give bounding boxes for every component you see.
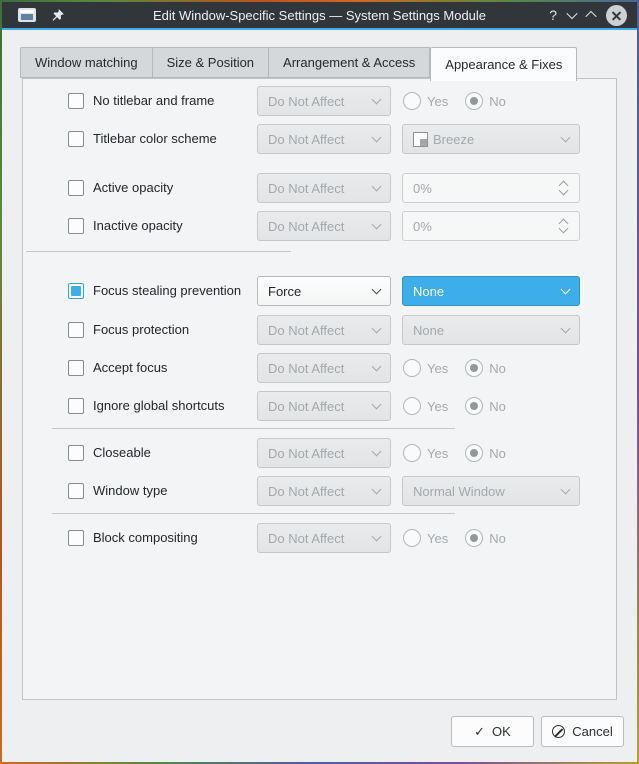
- radio-no-label: No: [489, 360, 506, 376]
- policy-dropdown[interactable]: [257, 523, 391, 553]
- spinbox-buttons[interactable]: [560, 182, 567, 194]
- pin-icon[interactable]: [50, 8, 65, 23]
- spinbox-buttons[interactable]: [560, 220, 567, 232]
- radio-yes-label: Yes: [427, 398, 449, 414]
- yes-no-group: [403, 523, 523, 553]
- checkbox-accept-focus[interactable]: [68, 360, 84, 376]
- chevron-down-icon: [372, 362, 382, 372]
- rule-row-inactive-opacity: [23, 211, 616, 241]
- policy-dropdown[interactable]: [257, 353, 391, 383]
- radio-no-label: No: [489, 398, 506, 414]
- policy-value: Force: [268, 283, 302, 299]
- chevron-down-icon: [561, 133, 571, 143]
- radio-no[interactable]: [465, 359, 483, 377]
- window-type-dropdown[interactable]: [402, 476, 580, 506]
- window-title: Edit Window-Specific Settings — System Settings Module: [152, 7, 487, 23]
- policy-value: Do Not Affect: [268, 445, 345, 461]
- rule-row-window-type: [23, 476, 616, 506]
- policy-value: Do Not Affect: [268, 322, 345, 338]
- tab-label: Appearance & Fixes: [445, 57, 563, 72]
- policy-dropdown[interactable]: [257, 391, 391, 421]
- rule-row-no-titlebar-and-frame: [23, 86, 616, 116]
- tab-label: Size & Position: [166, 55, 255, 70]
- checkbox-no-titlebar-and-frame[interactable]: [68, 93, 84, 109]
- tab-window-matching[interactable]: [20, 47, 153, 78]
- shade-up-icon[interactable]: [585, 11, 596, 22]
- row-label: Titlebar color scheme: [93, 131, 217, 146]
- row-label: No titlebar and frame: [93, 93, 215, 108]
- checkbox-focus-stealing-prevention[interactable]: [68, 283, 84, 299]
- checkbox-focus-protection[interactable]: [68, 322, 84, 338]
- policy-dropdown[interactable]: [257, 476, 391, 506]
- row-label: Inactive opacity: [93, 218, 183, 233]
- rule-row-ignore-global-shortcuts: [23, 391, 616, 421]
- radio-yes-label: Yes: [427, 445, 449, 461]
- radio-yes-label: Yes: [427, 360, 449, 376]
- prevention-level-dropdown[interactable]: [402, 276, 580, 306]
- chevron-down-icon: [372, 285, 382, 295]
- window-type-value: Normal Window: [413, 483, 505, 499]
- tab-arrangement-access[interactable]: [269, 47, 430, 78]
- chevron-down-icon: [561, 324, 571, 334]
- row-label: Closeable: [93, 445, 151, 460]
- chevron-down-icon: [372, 485, 382, 495]
- checkbox-active-opacity[interactable]: [68, 180, 84, 196]
- tab-label: Arrangement & Access: [283, 55, 416, 70]
- policy-value: Do Not Affect: [268, 93, 345, 109]
- policy-dropdown[interactable]: [257, 124, 391, 154]
- checkbox-inactive-opacity[interactable]: [68, 218, 84, 234]
- policy-value: Do Not Affect: [268, 180, 345, 196]
- protection-level-dropdown[interactable]: [402, 315, 580, 345]
- tab-size-position[interactable]: [153, 47, 269, 78]
- level-value: None: [413, 283, 445, 299]
- yes-no-group: [403, 438, 523, 468]
- chevron-down-icon: [561, 285, 571, 295]
- policy-dropdown[interactable]: [257, 438, 391, 468]
- color-scheme-icon: [413, 132, 428, 147]
- shade-down-icon[interactable]: [566, 8, 577, 19]
- row-label: Focus protection: [93, 322, 190, 337]
- rule-row-active-opacity: [23, 173, 616, 203]
- policy-value: Do Not Affect: [268, 483, 345, 499]
- titlebar[interactable]: [2, 2, 637, 30]
- radio-no-label: No: [489, 445, 506, 461]
- level-value: None: [413, 322, 445, 338]
- policy-dropdown[interactable]: [257, 173, 391, 203]
- checkbox-block-compositing[interactable]: [68, 530, 84, 546]
- radio-no[interactable]: [465, 529, 483, 547]
- radio-no[interactable]: [465, 92, 483, 110]
- row-label: Active opacity: [93, 180, 174, 195]
- radio-no[interactable]: [465, 397, 483, 415]
- help-button[interactable]: ?: [549, 7, 557, 23]
- rule-row-accept-focus: [23, 353, 616, 383]
- ok-button-label: OK: [492, 724, 511, 739]
- radio-no-label: No: [489, 530, 506, 546]
- cancel-button-label: Cancel: [572, 724, 613, 739]
- yes-no-group: [403, 86, 523, 116]
- group-separator: [52, 428, 455, 429]
- checkbox-closeable[interactable]: [68, 445, 84, 461]
- tab-label: Window matching: [35, 55, 138, 70]
- radio-yes[interactable]: [403, 92, 421, 110]
- opacity-spinbox[interactable]: [402, 211, 580, 241]
- spin-down-icon: [559, 186, 569, 196]
- row-label: Ignore global shortcuts: [93, 398, 225, 413]
- chevron-down-icon: [372, 324, 382, 334]
- tab-content-frame: [22, 78, 617, 700]
- dialog-body: [2, 30, 637, 762]
- rule-row-focus-stealing-prevention: [23, 276, 616, 306]
- group-separator: [52, 513, 455, 514]
- radio-yes[interactable]: [403, 444, 421, 462]
- close-button[interactable]: [606, 5, 627, 26]
- scheme-value: Breeze: [433, 131, 475, 147]
- tab-bar: [20, 47, 577, 81]
- checkbox-titlebar-color-scheme[interactable]: [68, 131, 84, 147]
- row-label: Block compositing: [93, 530, 198, 545]
- settings-window: [2, 2, 637, 762]
- app-window-icon: [18, 8, 36, 22]
- radio-no-label: No: [489, 93, 506, 109]
- tab-appearance-fixes[interactable]: [430, 47, 577, 81]
- chevron-down-icon: [372, 133, 382, 143]
- rule-row-focus-protection: [23, 315, 616, 345]
- opacity-spinbox[interactable]: [402, 173, 580, 203]
- chevron-down-icon: [372, 447, 382, 457]
- group-separator: [26, 251, 291, 252]
- chevron-down-icon: [372, 400, 382, 410]
- chevron-down-icon: [372, 95, 382, 105]
- spin-down-icon: [559, 224, 569, 234]
- policy-dropdown[interactable]: [257, 315, 391, 345]
- policy-dropdown[interactable]: [257, 276, 391, 306]
- policy-value: Do Not Affect: [268, 131, 345, 147]
- rule-row-titlebar-color-scheme: [23, 124, 616, 154]
- checkbox-ignore-global-shortcuts[interactable]: [68, 398, 84, 414]
- policy-value: Do Not Affect: [268, 530, 345, 546]
- checkbox-window-type[interactable]: [68, 483, 84, 499]
- chevron-down-icon: [372, 220, 382, 230]
- chevron-down-icon: [561, 485, 571, 495]
- radio-yes[interactable]: [403, 529, 421, 547]
- radio-yes-label: Yes: [427, 93, 449, 109]
- radio-yes-label: Yes: [427, 530, 449, 546]
- titlebar-right-icons: [549, 5, 627, 26]
- row-label: Focus stealing prevention: [93, 283, 242, 298]
- chevron-down-icon: [372, 532, 382, 542]
- radio-no[interactable]: [465, 444, 483, 462]
- titlebar-left-icons: [18, 8, 65, 23]
- row-label: Accept focus: [93, 360, 168, 375]
- row-label: Window type: [93, 483, 168, 498]
- rule-row-closeable: [23, 438, 616, 468]
- check-icon: ✓: [474, 723, 486, 739]
- radio-yes[interactable]: [403, 359, 421, 377]
- spinbox-value: 0%: [413, 180, 432, 196]
- color-scheme-dropdown[interactable]: [402, 124, 580, 154]
- policy-value: Do Not Affect: [268, 218, 345, 234]
- yes-no-group: [403, 391, 523, 421]
- policy-dropdown[interactable]: [257, 86, 391, 116]
- chevron-down-icon: [372, 182, 382, 192]
- cancel-icon: [552, 725, 565, 738]
- cancel-button[interactable]: [541, 716, 624, 747]
- policy-value: Do Not Affect: [268, 360, 345, 376]
- ok-button[interactable]: [451, 716, 534, 747]
- rule-row-block-compositing: [23, 523, 616, 553]
- radio-yes[interactable]: [403, 397, 421, 415]
- policy-dropdown[interactable]: [257, 211, 391, 241]
- yes-no-group: [403, 353, 523, 383]
- spinbox-value: 0%: [413, 218, 432, 234]
- policy-value: Do Not Affect: [268, 398, 345, 414]
